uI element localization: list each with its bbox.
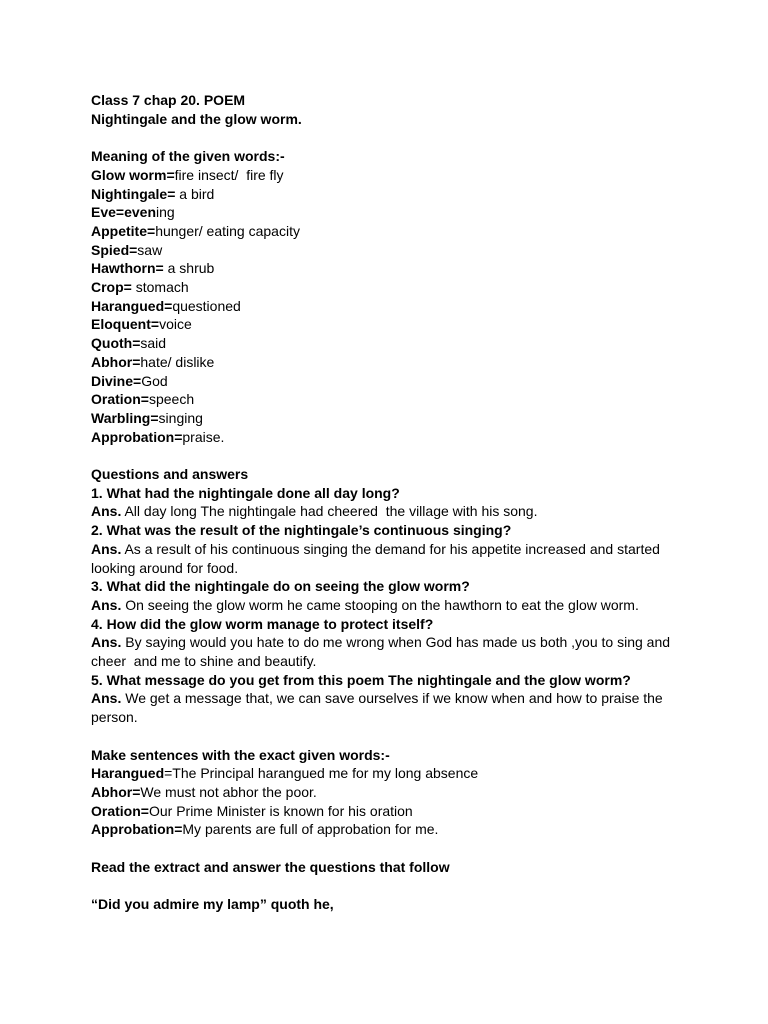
sentence-text: Our Prime Minister is known for his oration: [148, 802, 413, 819]
sentence-item: [91, 802, 691, 821]
sentence-text: We must not abhor the poor.: [140, 783, 317, 800]
meaning-item: [91, 241, 691, 260]
spacer: [91, 446, 691, 465]
answer-text: On seeing the glow worm he came stooping on the hawthorn to eat the glow worm.: [121, 596, 639, 613]
meaning-definition: saw: [137, 241, 163, 258]
meaning-definition: said: [140, 335, 167, 352]
answer-line: [91, 540, 691, 559]
extract-heading: Read the extract and answer the questions that follow: [91, 858, 450, 875]
meaning-definition: a bird: [175, 185, 215, 202]
class-line: Class 7 chap 20. POEM: [91, 92, 246, 108]
meaning-definition: hunger/ eating capacity: [155, 222, 300, 239]
meaning-item: [91, 278, 691, 297]
meaning-term: Eve=even: [91, 204, 156, 221]
sentences-heading: Make sentences with the exact given words:-: [91, 746, 390, 763]
answer-text: As a result of his continuous singing the demand for his appetite increased and started: [121, 540, 660, 557]
answer-text: cheer and me to shine and beautify.: [91, 653, 317, 670]
answer-label: Ans.: [91, 634, 122, 651]
answer-line: [91, 502, 691, 521]
meaning-term: Oration=: [91, 391, 149, 408]
question: [91, 671, 691, 690]
meaning-definition: hate/ dislike: [140, 353, 215, 370]
meaning-item: [91, 372, 691, 391]
meaning-definition: fire insect/ fire fly: [174, 166, 284, 183]
meaning-item: [91, 409, 691, 428]
answer-text: All day long The nightingale had cheered the village with his song.: [121, 503, 538, 520]
sentence-text: My parents are full of approbation for me.: [182, 821, 439, 838]
answer-line: [91, 708, 691, 727]
qa-heading: Questions and answers: [91, 466, 249, 483]
meaning-term: Nightingale=: [91, 185, 176, 202]
meaning-item: [91, 297, 691, 316]
poem-title: Nightingale and the glow worm.: [91, 110, 302, 127]
meaning-item: [91, 166, 691, 185]
meaning-definition: praise.: [182, 428, 225, 445]
spacer: [91, 839, 691, 858]
meaning-item: [91, 428, 691, 447]
sentence-term: Abhor=: [91, 783, 141, 800]
meaning-term: Warbling=: [91, 409, 159, 426]
meaning-definition: a shrub: [163, 260, 215, 277]
meanings-heading: Meaning of the given words:-: [91, 148, 285, 165]
sentence-term: Approbation=: [91, 821, 183, 838]
question-text: 4. How did the glow worm manage to protect itself?: [91, 615, 434, 632]
question-text: 1. What had the nightingale done all day long?: [91, 484, 400, 501]
meaning-item: [91, 390, 691, 409]
answer-line: [91, 633, 691, 652]
document-content: [91, 91, 691, 914]
answer-line: [91, 596, 691, 615]
answer-line: [91, 652, 691, 671]
sentence-text: =The Principal harangued me for my long absence: [164, 765, 479, 782]
meaning-term: Hawthorn=: [91, 260, 164, 277]
spacer: [91, 876, 691, 895]
answer-text: We get a message that, we can save ourselves if we know when and how to praise the: [121, 690, 663, 707]
question: [91, 615, 691, 634]
meaning-term: Approbation=: [91, 428, 183, 445]
spacer: [91, 128, 691, 147]
meaning-item: [91, 315, 691, 334]
answer-line: [91, 559, 691, 578]
meaning-definition: singing: [158, 409, 203, 426]
question-text: 2. What was the result of the nightingale’s continuous singing?: [91, 522, 512, 539]
sentence-term: Oration=: [91, 802, 149, 819]
extract-first-line: “Did you admire my lamp” quoth he,: [91, 896, 334, 913]
answer-label: Ans.: [91, 596, 122, 613]
meanings-list: [91, 166, 691, 447]
answer-line: [91, 689, 691, 708]
meaning-item: [91, 185, 691, 204]
meaning-item: [91, 259, 691, 278]
question: [91, 521, 691, 540]
sentences-list: [91, 764, 691, 839]
answer-text: looking around for food.: [91, 559, 239, 576]
question-text: 5. What message do you get from this poem The nightingale and the glow worm?: [91, 671, 631, 688]
sentence-term: Harangued: [91, 765, 165, 782]
meaning-term: Appetite=: [91, 222, 156, 239]
meaning-definition: stomach: [131, 279, 189, 296]
meaning-definition: questioned: [172, 297, 241, 314]
meaning-item: [91, 353, 691, 372]
answer-label: Ans.: [91, 503, 122, 520]
meaning-item: [91, 334, 691, 353]
meaning-item: [91, 203, 691, 222]
meaning-definition: voice: [159, 316, 192, 333]
meaning-term: Abhor=: [91, 353, 141, 370]
meaning-term: Crop=: [91, 279, 132, 296]
meaning-term: Glow worm=: [91, 166, 175, 183]
spacer: [91, 727, 691, 746]
sentence-item: [91, 783, 691, 802]
meaning-term: Quoth=: [91, 335, 141, 352]
meaning-term: Spied=: [91, 241, 138, 258]
answer-text: person.: [91, 709, 138, 726]
answer-label: Ans.: [91, 690, 122, 707]
answer-text: By saying would you hate to do me wrong when God has made us both ,you to sing and: [121, 634, 671, 651]
meaning-item: [91, 222, 691, 241]
sentence-item: [91, 820, 691, 839]
answer-label: Ans.: [91, 540, 122, 557]
meaning-term: Harangued=: [91, 297, 173, 314]
meaning-term: Divine=: [91, 372, 142, 389]
qa-list: [91, 484, 691, 727]
question: [91, 577, 691, 596]
sentence-item: [91, 764, 691, 783]
meaning-definition: God: [141, 372, 168, 389]
question-text: 3. What did the nightingale do on seeing the glow worm?: [91, 578, 470, 595]
meaning-term: Eloquent=: [91, 316, 160, 333]
question: [91, 484, 691, 503]
meaning-definition: ing: [156, 204, 175, 221]
meaning-definition: speech: [148, 391, 195, 408]
